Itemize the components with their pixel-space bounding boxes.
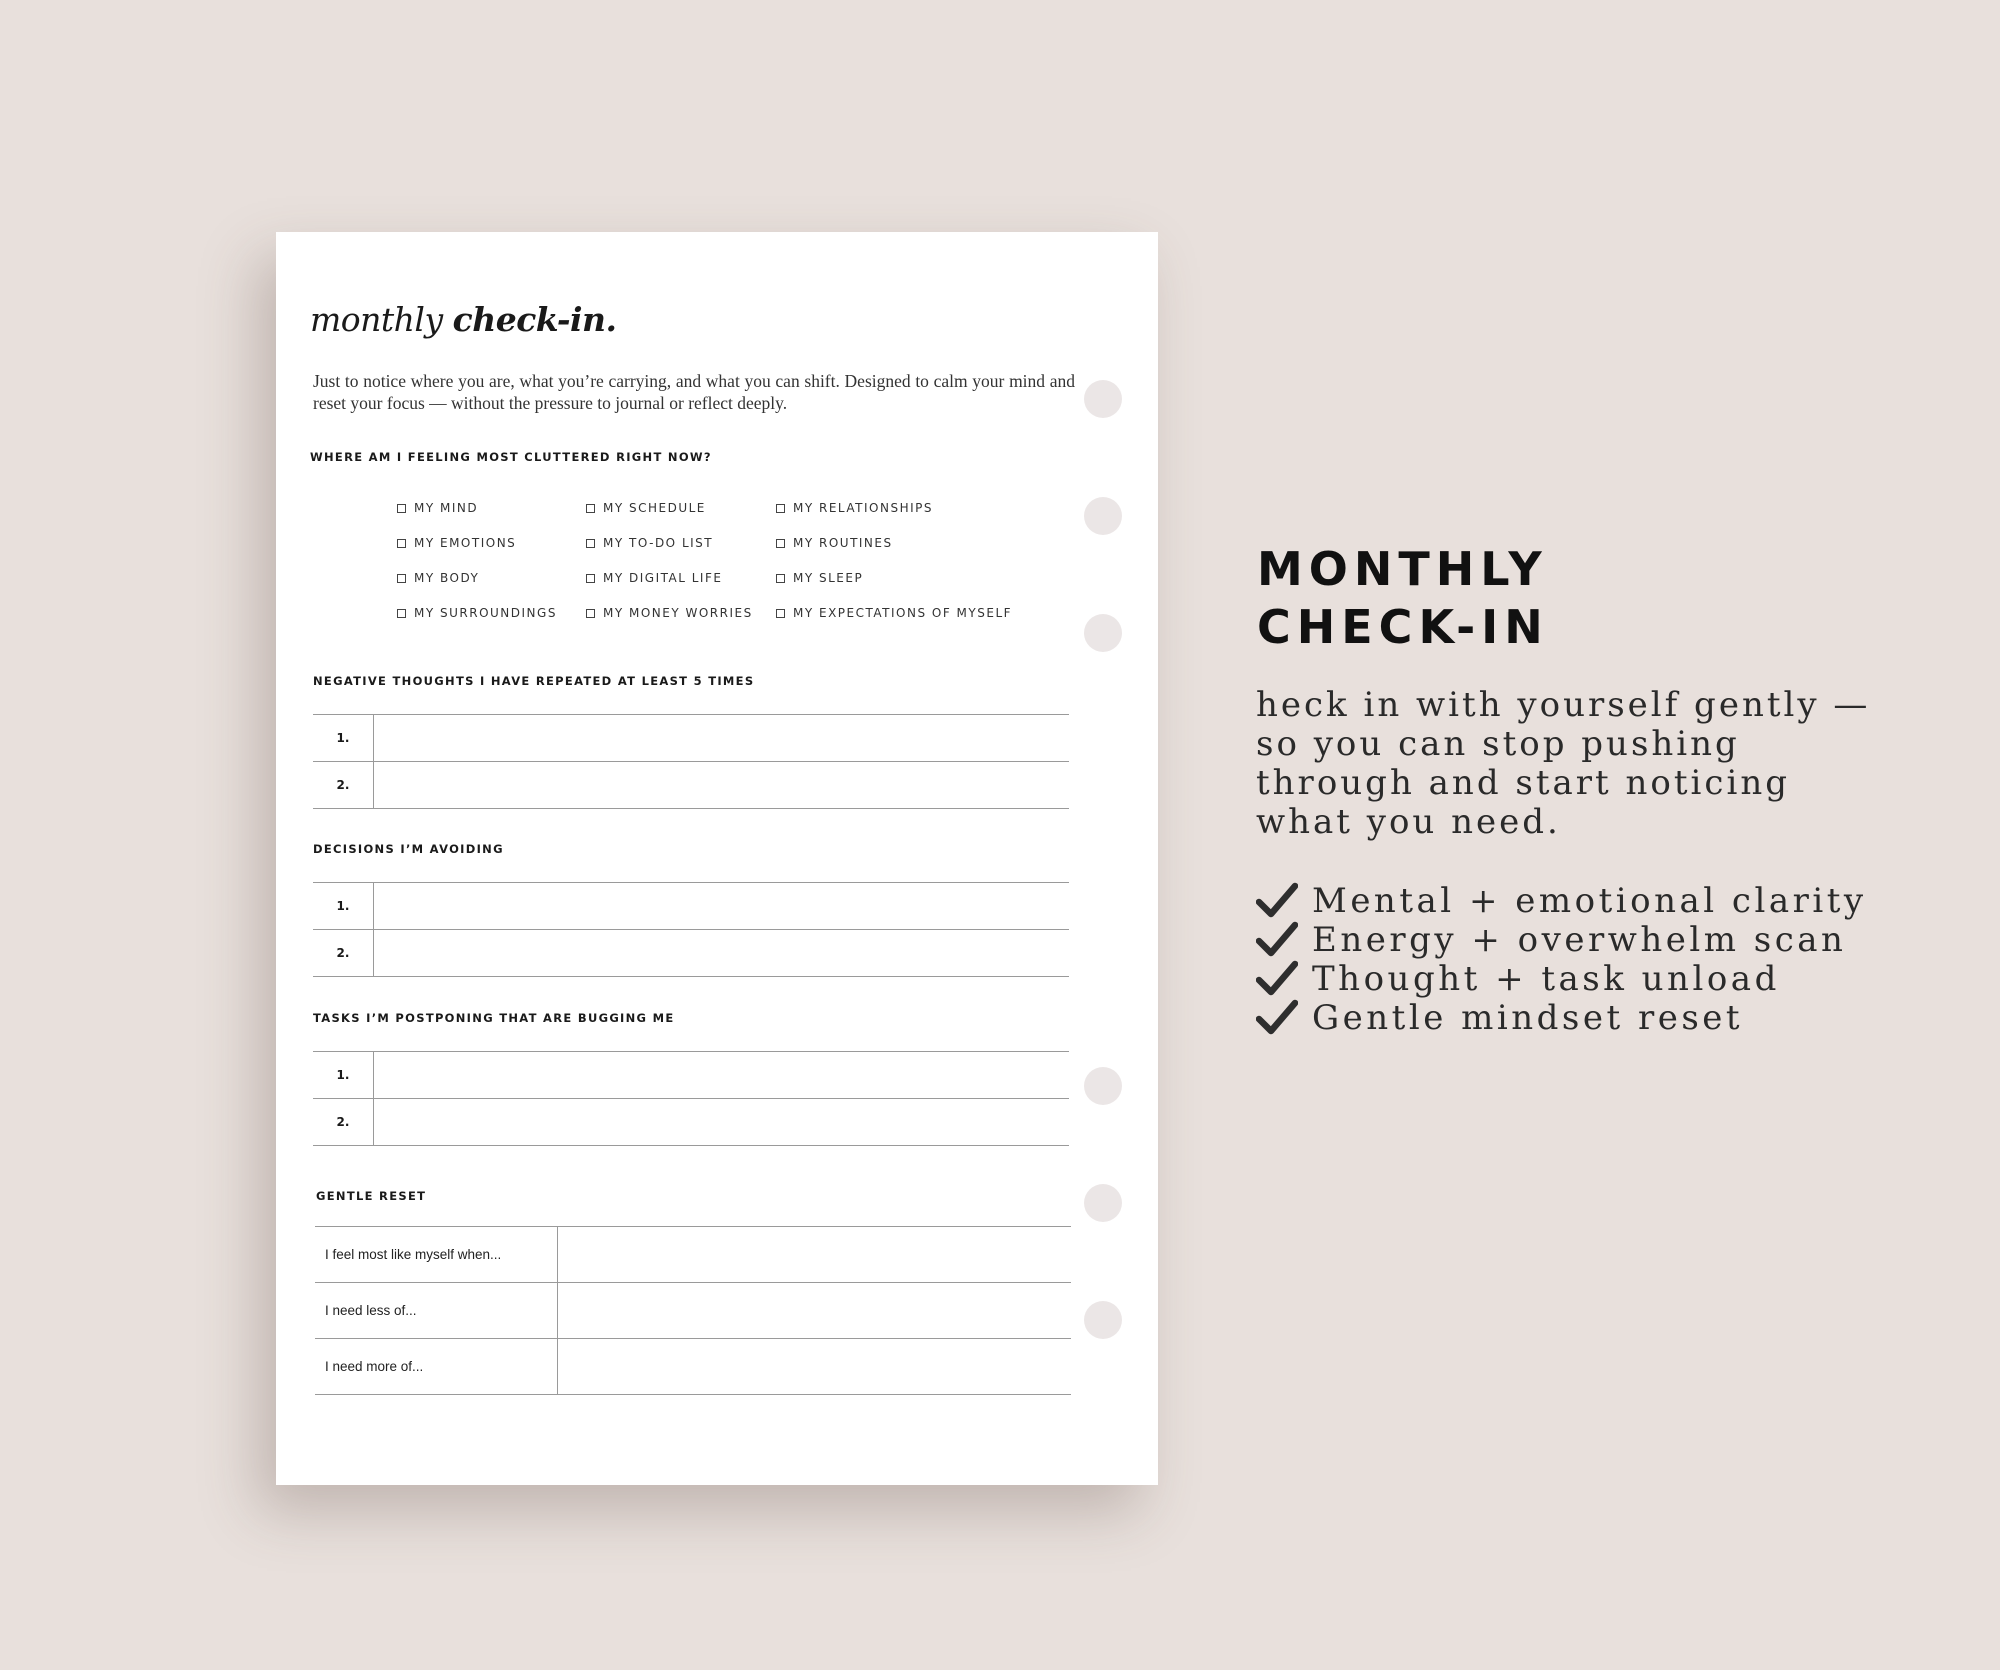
- gentle-reset-heading: GENTLE RESET: [316, 1189, 427, 1203]
- cluttered-options: [397, 498, 1046, 623]
- option-label: MY ROUTINES: [793, 536, 893, 550]
- tasks-table: [313, 1051, 1069, 1146]
- decisions-table: [313, 882, 1069, 977]
- row-number: 2.: [313, 1099, 374, 1146]
- feature-label: Gentle mindset reset: [1312, 997, 1744, 1038]
- table-row: [313, 715, 1069, 762]
- option-label: MY BODY: [414, 571, 480, 585]
- feature-item: [1256, 920, 1867, 959]
- planner-sheet: [276, 232, 1158, 1485]
- feature-label: Mental + emotional clarity: [1312, 880, 1867, 921]
- write-in-line[interactable]: [558, 1283, 1072, 1339]
- negative-thoughts-heading: NEGATIVE THOUGHTS I HAVE REPEATED AT LEAST 5 TIMES: [313, 674, 755, 688]
- product-description: heck in with yourself gently — so you can stop pushing through and start noticing what you need.: [1256, 685, 1871, 842]
- decisions-heading: DECISIONS I’M AVOIDING: [313, 842, 504, 856]
- reset-prompt: I need more of...: [315, 1339, 558, 1395]
- punch-hole: [1084, 380, 1122, 418]
- option-my-mind[interactable]: [397, 498, 586, 518]
- option-label: MY DIGITAL LIFE: [603, 571, 723, 585]
- feature-list: [1256, 881, 1867, 1037]
- table-row: [313, 1099, 1069, 1146]
- checkbox[interactable]: [397, 504, 406, 513]
- checkbox[interactable]: [397, 574, 406, 583]
- option-my-schedule[interactable]: [586, 498, 776, 518]
- option-label: MY EMOTIONS: [414, 536, 517, 550]
- option-my-digital-life[interactable]: [586, 568, 776, 588]
- option-label: MY MONEY WORRIES: [603, 606, 753, 620]
- checkbox[interactable]: [586, 574, 595, 583]
- table-row: [315, 1283, 1071, 1339]
- punch-hole: [1084, 497, 1122, 535]
- checkbox[interactable]: [586, 609, 595, 618]
- page-title: [310, 300, 617, 339]
- option-label: MY RELATIONSHIPS: [793, 501, 933, 515]
- row-number: 2.: [313, 930, 374, 977]
- feature-item: [1256, 998, 1867, 1037]
- punch-hole: [1084, 1184, 1122, 1222]
- row-number: 2.: [313, 762, 374, 809]
- feature-item: [1256, 881, 1867, 920]
- table-row: [313, 883, 1069, 930]
- option-my-routines[interactable]: [776, 533, 1046, 553]
- option-my-surroundings[interactable]: [397, 603, 586, 623]
- option-my-emotions[interactable]: [397, 533, 586, 553]
- checkbox[interactable]: [776, 574, 785, 583]
- table-row: [315, 1227, 1071, 1283]
- row-number: 1.: [313, 715, 374, 762]
- table-row: [313, 762, 1069, 809]
- row-number: 1.: [313, 883, 374, 930]
- table-row: [315, 1339, 1071, 1395]
- write-in-line[interactable]: [374, 1099, 1070, 1146]
- product-title-line2: CHECK-IN: [1257, 600, 1549, 654]
- option-label: MY MIND: [414, 501, 479, 515]
- option-my-sleep[interactable]: [776, 568, 1046, 588]
- write-in-line[interactable]: [374, 762, 1070, 809]
- reset-prompt: I need less of...: [315, 1283, 558, 1339]
- option-my-relationships[interactable]: [776, 498, 1046, 518]
- checkmark-icon: [1256, 999, 1298, 1037]
- cluttered-heading: WHERE AM I FEELING MOST CLUTTERED RIGHT NOW?: [310, 450, 712, 464]
- option-my-expectations[interactable]: [776, 603, 1046, 623]
- checkbox[interactable]: [397, 539, 406, 548]
- checkbox[interactable]: [776, 539, 785, 548]
- option-label: MY SURROUNDINGS: [414, 606, 557, 620]
- write-in-line[interactable]: [374, 930, 1070, 977]
- checkbox[interactable]: [586, 539, 595, 548]
- option-my-money-worries[interactable]: [586, 603, 776, 623]
- option-label: MY EXPECTATIONS OF MYSELF: [793, 606, 1013, 620]
- checkmark-icon: [1256, 921, 1298, 959]
- feature-item: [1256, 959, 1867, 998]
- title-bold: check-in.: [452, 300, 617, 339]
- feature-label: Thought + task unload: [1312, 958, 1780, 999]
- checkbox[interactable]: [397, 609, 406, 618]
- intro-text: Just to notice where you are, what you’re carrying, and what you can shift. Designed to calm your mind and reset your focus — without the pressure to journal or reflect deeply.: [313, 371, 1075, 413]
- option-label: MY TO-DO LIST: [603, 536, 714, 550]
- feature-label: Energy + overwhelm scan: [1312, 919, 1847, 960]
- negative-thoughts-table: [313, 714, 1069, 809]
- checkmark-icon: [1256, 960, 1298, 998]
- table-row: [313, 930, 1069, 977]
- gentle-reset-table: [315, 1226, 1071, 1395]
- checkmark-icon: [1256, 882, 1298, 920]
- option-my-body[interactable]: [397, 568, 586, 588]
- row-number: 1.: [313, 1052, 374, 1099]
- punch-hole: [1084, 1301, 1122, 1339]
- product-title-line1: MONTHLY: [1257, 542, 1548, 596]
- checkbox[interactable]: [776, 609, 785, 618]
- write-in-line[interactable]: [374, 883, 1070, 930]
- tasks-heading: TASKS I’M POSTPONING THAT ARE BUGGING ME: [313, 1011, 675, 1025]
- punch-hole: [1084, 614, 1122, 652]
- title-italic: monthly: [310, 300, 443, 339]
- option-label: MY SCHEDULE: [603, 501, 706, 515]
- option-label: MY SLEEP: [793, 571, 864, 585]
- write-in-line[interactable]: [374, 1052, 1070, 1099]
- option-my-to-do-list[interactable]: [586, 533, 776, 553]
- checkbox[interactable]: [776, 504, 785, 513]
- punch-hole: [1084, 1067, 1122, 1105]
- write-in-line[interactable]: [558, 1339, 1072, 1395]
- write-in-line[interactable]: [374, 715, 1070, 762]
- product-title: [1257, 540, 1549, 656]
- table-row: [313, 1052, 1069, 1099]
- write-in-line[interactable]: [558, 1227, 1072, 1283]
- checkbox[interactable]: [586, 504, 595, 513]
- reset-prompt: I feel most like myself when...: [315, 1227, 558, 1283]
